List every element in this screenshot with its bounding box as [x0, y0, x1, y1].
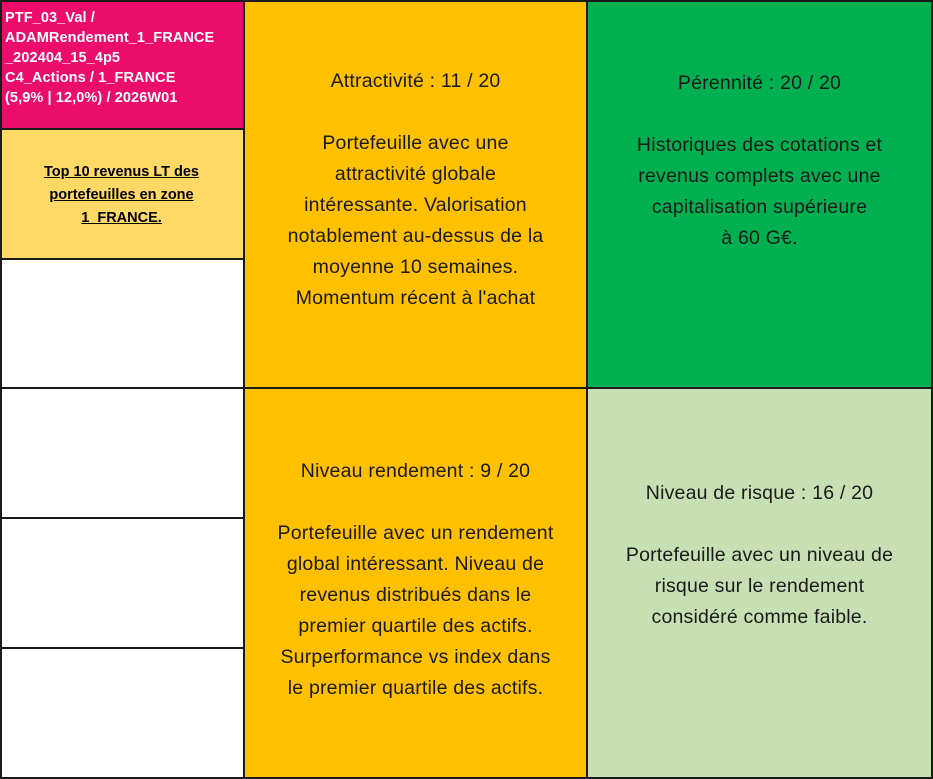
perennite-description	[637, 130, 882, 254]
description-line: risque sur le rendement	[654, 574, 865, 597]
description-line: intéressante. Valorisation	[304, 193, 527, 216]
description-line: global intéressant. Niveau de	[286, 553, 545, 575]
description-line: à 60 G€.	[721, 226, 798, 249]
attractivite-title: Attractivité : 11 / 20	[330, 69, 501, 92]
perennite-title: Pérennité : 20 / 20	[677, 71, 842, 94]
top10-link[interactable]	[22, 161, 222, 230]
rendement-title: Niveau rendement : 9 / 20	[300, 460, 531, 482]
perennite-card	[588, 0, 933, 389]
description-line: capitalisation supérieure	[651, 195, 868, 218]
attractivite-description	[288, 128, 544, 314]
description-line: Surperformance vs index dans	[280, 646, 551, 668]
blank-cell	[0, 649, 245, 779]
risque-title: Niveau de risque : 16 / 20	[645, 481, 874, 504]
top10-line: 1_FRANCE.	[81, 210, 162, 226]
description-line: revenus complets avec une	[638, 164, 881, 187]
description-line: notablement au-dessus de la	[287, 224, 544, 247]
description-line: Portefeuille avec un niveau de	[625, 543, 894, 566]
blank-cell	[0, 519, 245, 649]
portfolio-header-line: (5,9% | 12,0%) / 2026W01	[5, 90, 178, 106]
rendement-description	[278, 518, 554, 704]
portfolio-header-line: _202404_15_4p5	[5, 50, 121, 66]
description-line: Portefeuille avec une	[322, 131, 509, 154]
blank-cell	[0, 389, 245, 519]
portfolio-header-line: ADAMRendement_1_FRANCE	[5, 30, 215, 46]
portfolio-header	[0, 0, 245, 130]
rendement-card	[245, 389, 588, 779]
blank-cell	[0, 260, 245, 389]
description-line: Historiques des cotations et	[636, 133, 883, 156]
description-line: moyenne 10 semaines.	[312, 255, 519, 278]
portfolio-header-line: PTF_03_Val /	[5, 10, 95, 26]
description-line: premier quartile des actifs.	[298, 615, 533, 637]
description-line: Momentum récent à l'achat	[295, 286, 536, 309]
top10-line: Top 10 revenus LT des	[44, 164, 199, 180]
top10-line: portefeuilles en zone	[49, 187, 194, 203]
risque-description	[626, 540, 893, 633]
description-line: revenus distribués dans le	[299, 584, 532, 606]
description-line: Portefeuille avec un rendement	[277, 522, 554, 544]
risque-card	[588, 389, 933, 779]
description-line: attractivité globale	[334, 162, 497, 185]
attractivite-card	[245, 0, 588, 389]
top10-cell	[0, 130, 245, 260]
portfolio-header-line: C4_Actions / 1_FRANCE	[5, 70, 176, 86]
description-line: le premier quartile des actifs.	[287, 677, 544, 699]
description-line: considéré comme faible.	[651, 605, 868, 628]
